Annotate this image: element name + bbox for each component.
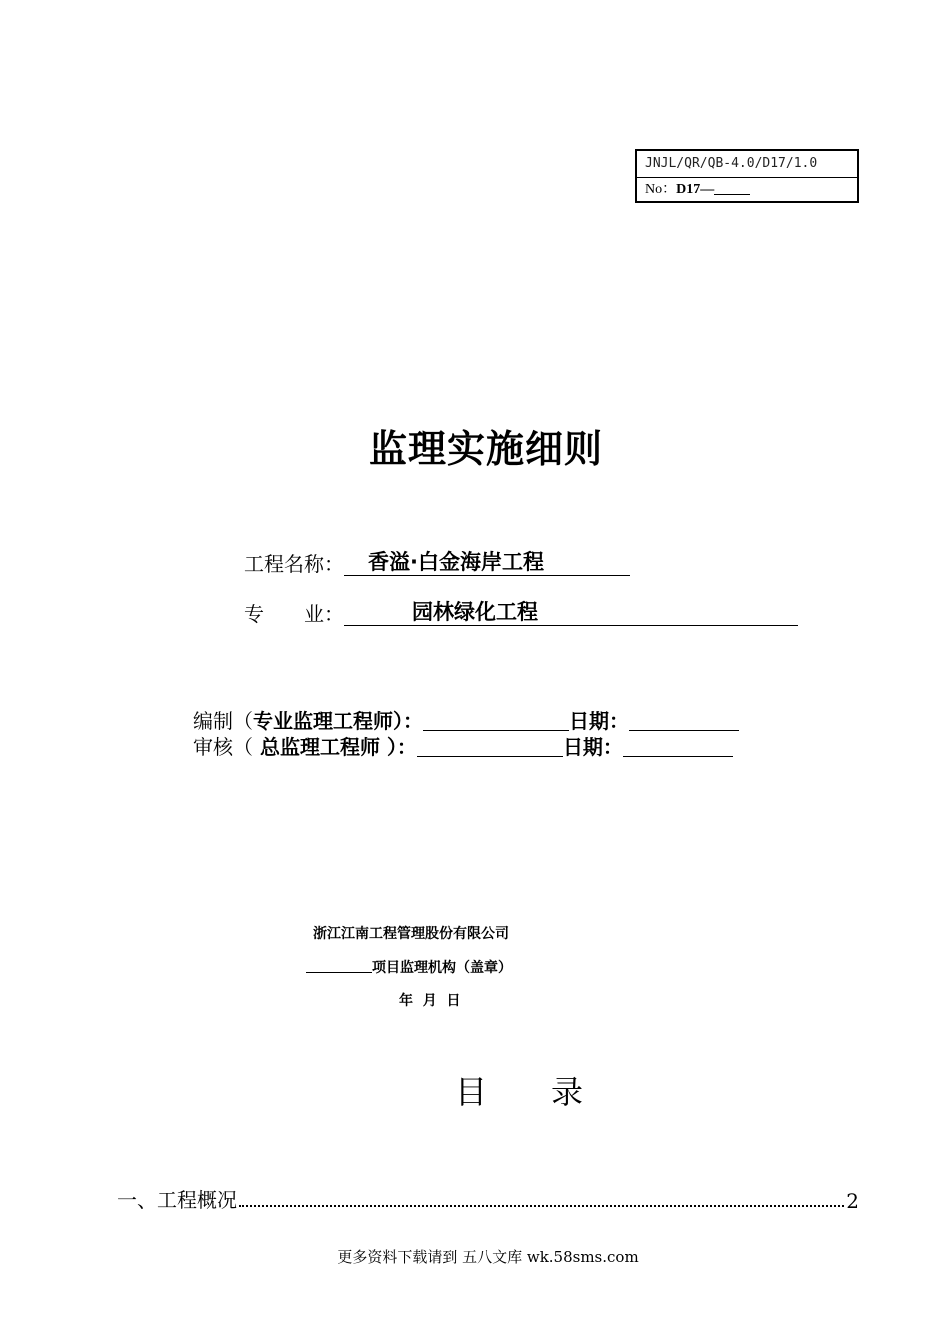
major-value[interactable]: 园林绿化工程 bbox=[344, 600, 798, 626]
major-row bbox=[244, 600, 798, 628]
compiler-role: 专业监理工程师 bbox=[253, 709, 393, 733]
document-number bbox=[637, 178, 857, 202]
document-number-blank[interactable] bbox=[714, 180, 750, 195]
major-label: 专 业： bbox=[244, 602, 344, 626]
toc-entry-label: 一、工程概况 bbox=[117, 1188, 237, 1212]
toc-entry[interactable] bbox=[117, 1183, 859, 1213]
toc-leader-dots bbox=[239, 1205, 844, 1207]
org-date: 年 月 日 bbox=[399, 993, 461, 1009]
document-code: JNJL/QR/QB-4.0/D17/1.0 bbox=[637, 151, 857, 178]
compiler-row bbox=[193, 708, 739, 734]
toc-title: 目 录 bbox=[455, 1073, 584, 1111]
document-number-label: No： bbox=[645, 182, 677, 197]
reviewer-role: 总监理工程师 bbox=[253, 735, 387, 759]
reviewer-label-suffix: ）： bbox=[386, 735, 417, 759]
project-name-row bbox=[244, 550, 630, 578]
project-office-row bbox=[306, 957, 512, 977]
reviewer-signature-field[interactable] bbox=[417, 734, 563, 757]
company-name: 浙江江南工程管理股份有限公司 bbox=[313, 926, 509, 942]
project-name-value[interactable]: 香溢·白金海岸工程 bbox=[344, 550, 630, 576]
compiler-date-field[interactable] bbox=[629, 708, 739, 731]
toc-entry-page: 2 bbox=[846, 1189, 859, 1213]
compiler-date-label: 日期： bbox=[569, 709, 629, 733]
reviewer-label-prefix: 审核（ bbox=[193, 735, 253, 759]
page-title: 监理实施细则 bbox=[368, 427, 603, 471]
project-name-label: 工程名称： bbox=[244, 552, 344, 576]
compiler-signature-field[interactable] bbox=[423, 708, 569, 731]
reviewer-date-label: 日期： bbox=[562, 735, 623, 759]
document-code-box bbox=[635, 149, 859, 203]
reviewer-row bbox=[193, 734, 733, 760]
compiler-label-prefix: 编制（ bbox=[193, 709, 253, 733]
project-office-label: 项目监理机构（盖章） bbox=[372, 960, 512, 976]
footer-note: 更多资料下载请到 五八文库 wk.58sms.com bbox=[337, 1248, 639, 1266]
project-office-blank[interactable] bbox=[306, 957, 372, 973]
reviewer-date-field[interactable] bbox=[623, 734, 733, 757]
compiler-label-suffix: ）： bbox=[393, 709, 423, 733]
document-number-value: D17— bbox=[676, 182, 715, 197]
